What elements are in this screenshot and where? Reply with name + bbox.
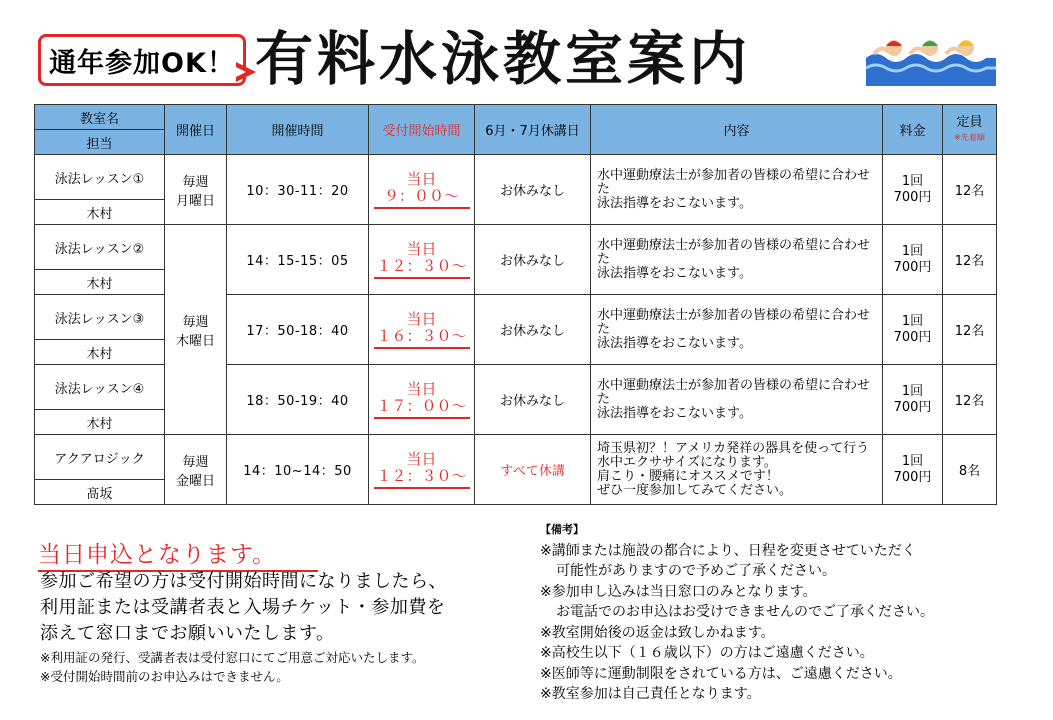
class-capacity: 12名 [943,295,997,365]
remark-line: ※参加申し込みは当日窓口のみとなります。 [540,583,817,600]
class-content: 水中運動療法士が参加者の皆様の希望に合わせた 泳法指導をおこないます。 [591,295,883,365]
holiday-status: お休みなし [475,225,591,295]
notice-line: 参加ご希望の方は受付開始時間になりましたら、 [40,571,447,592]
header-teacher: 担当 [35,130,165,155]
start-time: 当日 １７：００～ [369,365,475,435]
class-teacher: 木村 [35,410,165,435]
class-content: 埼玉県初？！アメリカ発祥の器具を使って行う 水中エクササイズになります。 肩こり・腰痛にオススメです！ ぜひ一度参加してみてください。 [591,435,883,505]
remarks-section [540,520,1040,705]
class-time: 18：50-19：40 [227,365,369,435]
header-capacity: 定員 ※先着順 [943,105,997,155]
table-row [35,435,997,480]
class-fee: 1回 700円 [883,225,943,295]
holiday-status: お休みなし [475,155,591,225]
header-start-time: 受付開始時間 [369,105,475,155]
class-content: 水中運動療法士が参加者の皆様の希望に合わせた 泳法指導をおこないます。 [591,365,883,435]
class-fee: 1回 700円 [883,365,943,435]
class-capacity: 12名 [943,155,997,225]
class-name: 泳法レッスン② [35,225,165,270]
class-day: 毎週 金曜日 [165,435,227,505]
table-row [35,225,997,270]
notice-line: 添えて窓口までお願いいたします。 [40,623,335,644]
class-schedule-table [34,104,997,505]
table-row [35,155,997,200]
header-content: 内容 [591,105,883,155]
remark-line: ※講師または施設の都合により、日程を変更させていただく [540,542,916,559]
class-time: 14：15-15：05 [227,225,369,295]
class-name: 泳法レッスン④ [35,365,165,410]
remark-line: お電話でのお申込はお受けできませんのでご了承ください。 [556,604,934,620]
holiday-status: すべて休講 [475,435,591,505]
class-time: 14：10~14：50 [227,435,369,505]
remark-line: 可能性がありますので予めご了承ください。 [556,563,836,579]
class-capacity: 12名 [943,225,997,295]
class-teacher: 木村 [35,340,165,365]
header-class-name: 教室名 [35,105,165,130]
remark-line: ※教室開始後の返金は致しかねます。 [540,624,775,641]
class-name: アクアロジック [35,435,165,480]
class-teacher: 木村 [35,200,165,225]
remark-line: ※教室参加は自己責任となります。 [540,686,761,702]
holiday-status: お休みなし [475,365,591,435]
class-fee: 1回 700円 [883,295,943,365]
notice-line: 利用証または受講者表と入場チケット・参加費を [40,597,446,618]
remark-line: ※高校生以下（１６歳以下）の方はご遠慮ください。 [540,645,874,661]
swimmers-icon [866,30,996,86]
class-fee: 1回 700円 [883,435,943,505]
remark-line: ※医師等に運動制限をされている方は、ご遠慮ください。 [540,665,902,682]
start-time: 当日 １６：３０～ [369,295,475,365]
class-teacher: 髙坂 [35,480,165,505]
page-title: 有料水泳教室案内 [255,25,752,93]
header-time: 開催時間 [227,105,369,155]
header-day: 開催日 [165,105,227,155]
class-capacity: 8名 [943,435,997,505]
class-content: 水中運動療法士が参加者の皆様の希望に合わせた 泳法指導をおこないます。 [591,155,883,225]
class-content: 水中運動療法士が参加者の皆様の希望に合わせた 泳法指導をおこないます。 [591,225,883,295]
class-capacity: 12名 [943,365,997,435]
header-fee: 料金 [883,105,943,155]
class-fee: 1回 700円 [883,155,943,225]
class-name: 泳法レッスン① [35,155,165,200]
class-day: 毎週 月曜日 [165,155,227,225]
class-time: 17：50-18：40 [227,295,369,365]
remarks-label: 【備考】 [540,523,584,536]
holiday-status: お休みなし [475,295,591,365]
notice-body [40,569,447,647]
class-day: 毎週 木曜日 [165,225,227,435]
start-time: 当日 ９：００～ [369,155,475,225]
notice-title: 当日申込となります。 [38,536,318,572]
class-teacher: 木村 [35,270,165,295]
start-time: 当日 １２：３０～ [369,435,475,505]
class-time: 10：30-11：20 [227,155,369,225]
notice-note: ※利用証の発行、受講者表は受付窓口にてご用意ご対応いたします。 [40,650,425,665]
notice-note: ※受付開始時間前のお申込みはできません。 [40,669,289,684]
start-time: 当日 １２：３０～ [369,225,475,295]
capacity-note: ※先着順 [954,132,985,142]
page-header [0,0,1053,100]
year-round-badge: 通年参加OK！ [38,34,246,86]
header-holiday: 6月・7月休講日 [475,105,591,155]
notice-notes [40,648,424,686]
class-name: 泳法レッスン③ [35,295,165,340]
